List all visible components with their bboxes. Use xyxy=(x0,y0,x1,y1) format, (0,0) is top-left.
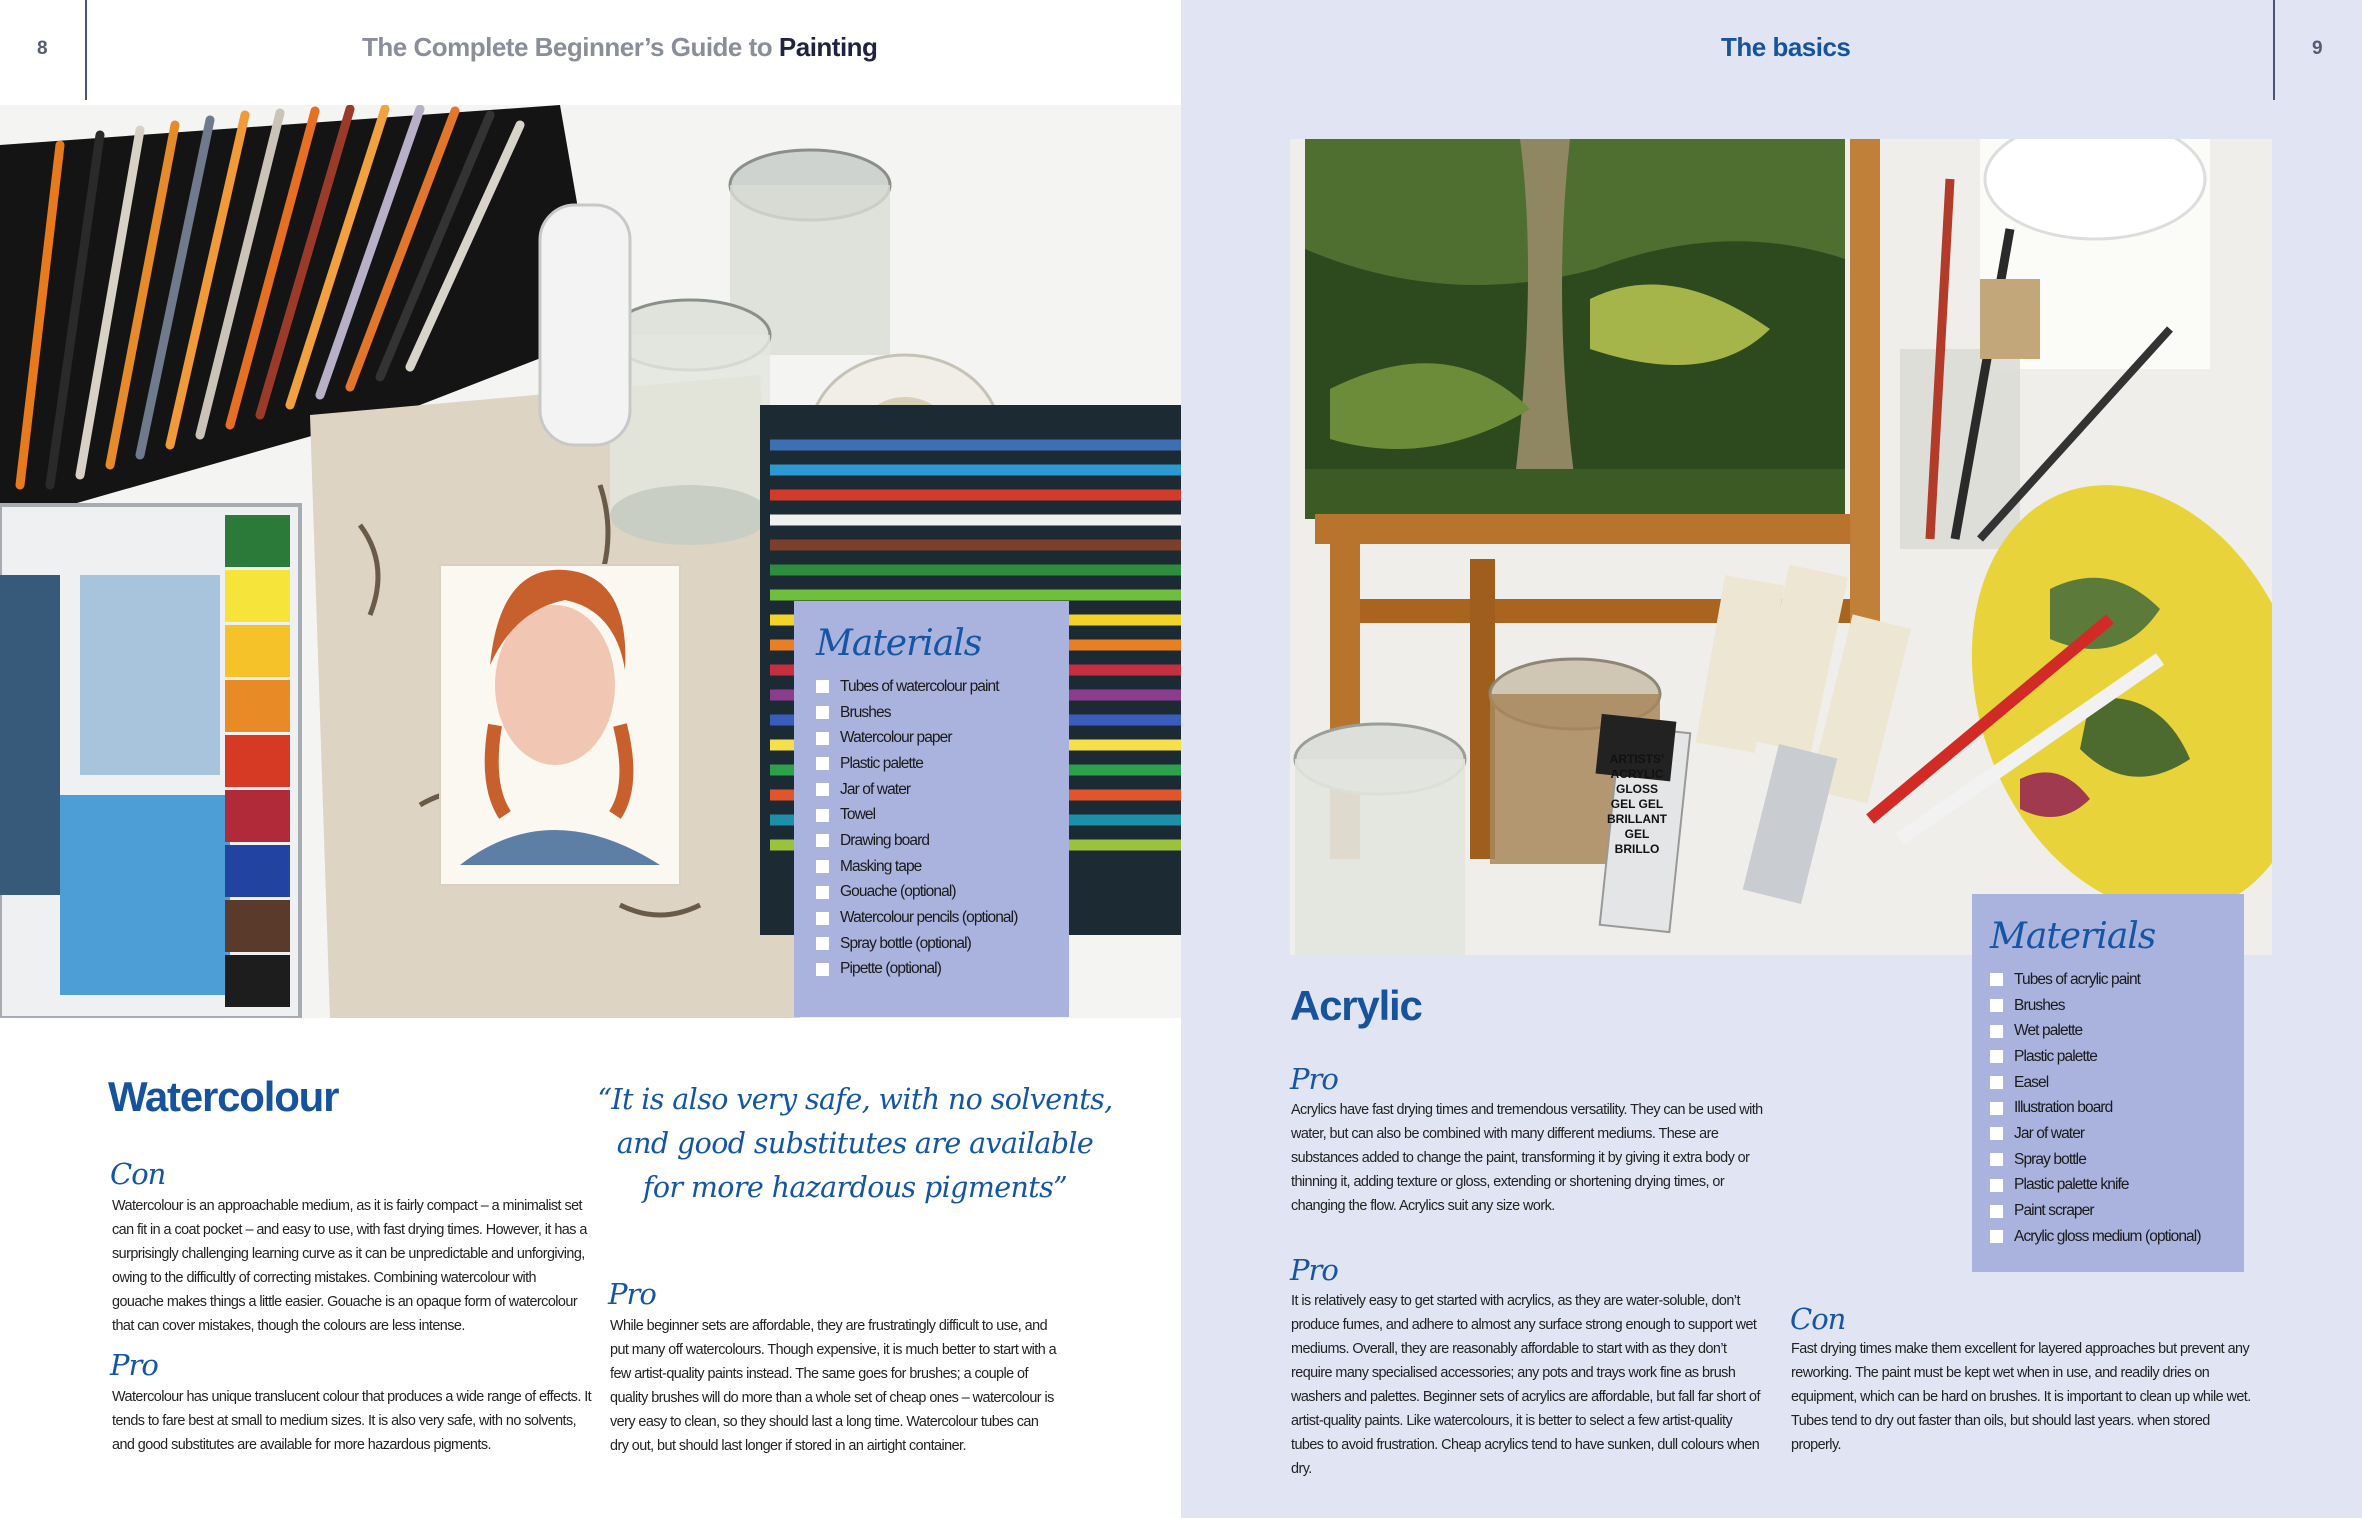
watercolour-con-heading: Con xyxy=(110,1157,166,1191)
page-number-right: 9 xyxy=(2312,38,2323,59)
materials-list-item xyxy=(816,905,1069,931)
checkbox-icon[interactable] xyxy=(816,706,829,719)
materials-item-label: Watercolour paper xyxy=(840,729,952,747)
watercolour-heading: Watercolour xyxy=(108,1073,339,1120)
materials-item-label: Brushes xyxy=(2014,996,2065,1014)
checkbox-icon[interactable] xyxy=(816,757,829,770)
checkbox-icon[interactable] xyxy=(816,732,829,745)
checkbox-icon[interactable] xyxy=(816,783,829,796)
materials-list-item xyxy=(1990,1121,2244,1147)
checkbox-icon[interactable] xyxy=(1990,1076,2003,1089)
header-rule-right xyxy=(2273,0,2275,100)
watercolour-materials-list xyxy=(816,674,1069,982)
checkbox-icon[interactable] xyxy=(1990,1205,2003,1218)
watercolour-materials-title: Materials xyxy=(816,623,982,664)
materials-item-label: Spray bottle xyxy=(2014,1150,2086,1168)
checkbox-icon[interactable] xyxy=(816,937,829,950)
materials-item-label: Paint scraper xyxy=(2014,1202,2094,1220)
materials-list-item xyxy=(1990,1198,2244,1224)
acrylic-pro-text: Acrylics have fast drying times and tremendous versatility. They can be used with water, but can also be combined with many different mediums. These are substances added to change the paint, transforming it by giving it extra body or thinning it, adding texture or gloss, extending or shortening drying times, or changing the flow. Acrylics suit any size work. xyxy=(1291,1102,1763,1214)
materials-list-item xyxy=(1990,1173,2244,1199)
checkbox-icon[interactable] xyxy=(1990,1179,2003,1192)
watercolour-pro-text: Watercolour has unique translucent colour that produces a wide range of effects. It tends to fare best at small to medium sizes. It is also very safe, with no solvents, and good substitutes are available for more hazardous pigments. xyxy=(112,1389,592,1453)
materials-item-label: Watercolour pencils (optional) xyxy=(840,909,1018,927)
acrylic-heading: Acrylic xyxy=(1290,982,1422,1029)
materials-list-item xyxy=(1990,1070,2244,1096)
materials-list-item xyxy=(816,674,1069,700)
materials-list-item xyxy=(816,777,1069,803)
gel-tube-label: ARTISTS’ ACRYLIC GLOSS GEL GEL BRILLANT GEL BRILLO xyxy=(1607,752,1667,856)
materials-item-label: Gouache (optional) xyxy=(840,883,956,901)
header-rule-left xyxy=(85,0,87,100)
checkbox-icon[interactable] xyxy=(816,834,829,847)
materials-list-item xyxy=(1990,1095,2244,1121)
running-head-right: The basics xyxy=(1721,32,1851,62)
materials-item-label: Plastic palette xyxy=(840,754,923,772)
checkbox-icon[interactable] xyxy=(816,912,829,925)
materials-list-item xyxy=(816,700,1069,726)
checkbox-icon[interactable] xyxy=(816,860,829,873)
watercolour-con-text: Watercolour is an approachable medium, as it is fairly compact – a minimalist set can fit in a coat pocket – and easy to use, with fast drying times. However, it has a surprisingly challenging learning curve as it can be unpredictable and unforgiving, owing to the difficultly of correcting mistakes. Combining watercolour with gouache makes things a little easier. Gouache is an opaque form of watercolour that can cover mistakes, though the colours are less intense. xyxy=(112,1198,587,1334)
checkbox-icon[interactable] xyxy=(1990,1230,2003,1243)
acrylic-con-text: Fast drying times make them excellent for layered approaches but prevent any reworking. The paint must be kept wet when in use, and readily dries on equipment, which can be hard on brushes. It is important to clean up while wet. Tubes tend to dry out faster than oils, but should last years. when stored properly. xyxy=(1791,1341,2251,1453)
materials-list-item xyxy=(816,957,1069,983)
checkbox-icon[interactable] xyxy=(1990,1127,2003,1140)
materials-list-item xyxy=(816,802,1069,828)
materials-list-item xyxy=(1990,1018,2244,1044)
materials-item-label: Easel xyxy=(2014,1073,2049,1091)
materials-item-label: Spray bottle (optional) xyxy=(840,934,971,952)
checkbox-icon[interactable] xyxy=(816,809,829,822)
materials-item-label: Masking tape xyxy=(840,857,922,875)
checkbox-icon[interactable] xyxy=(1990,1025,2003,1038)
acrylic-pro-heading: Pro xyxy=(1290,1062,1338,1096)
checkbox-icon[interactable] xyxy=(1990,1102,2003,1115)
materials-item-label: Brushes xyxy=(840,703,891,721)
acrylic-materials-list xyxy=(1990,967,2244,1250)
materials-list-item xyxy=(1990,967,2244,993)
watercolour-materials-box xyxy=(794,601,1069,1017)
watercolour-pro2-text: While beginner sets are affordable, they are frustratingly difficult to use, and put many off watercolours. Though expensive, it is much better to start with a few artist-quality paints instead. The same goes for brushes; a couple of quality brushes will do more than a whole set of cheap ones – watercolour is very easy to clean, so they should last a long time. Watercolour tubes can dry out, but should last longer if stored in an airtight container. xyxy=(610,1318,1057,1454)
materials-item-label: Tubes of watercolour paint xyxy=(840,677,999,695)
materials-item-label: Drawing board xyxy=(840,831,930,849)
materials-item-label: Plastic palette xyxy=(2014,1047,2097,1065)
checkbox-icon[interactable] xyxy=(816,886,829,899)
materials-list-item xyxy=(816,931,1069,957)
right-page xyxy=(1181,0,2362,1518)
checkbox-icon[interactable] xyxy=(1990,973,2003,986)
materials-list-item xyxy=(816,854,1069,880)
materials-item-label: Wet palette xyxy=(2014,1022,2083,1040)
checkbox-icon[interactable] xyxy=(1990,999,2003,1012)
acrylic-pro2-text: It is relatively easy to get started with acrylics, as they are water-soluble, don’t produce fumes, and adhere to almost any surface strong enough to support wet mediums. Overall, they are reasonably affordable to start with as they don’t require many specialised accessories; any pots and trays work fine as brush washers and palettes. Beginner sets of acrylics are affordable, but fall far short of artist-quality paints. Like watercolours, it is better to select a few artist-quality tubes to avoid frustration. Cheap acrylics tend to have sunken, dull colours when dry. xyxy=(1291,1293,1760,1477)
materials-item-label: Acrylic gloss medium (optional) xyxy=(2014,1227,2201,1245)
page-number-left: 8 xyxy=(37,38,48,59)
materials-list-item xyxy=(816,751,1069,777)
pull-quote: “It is also very safe, with no solvents, and good substitutes are available for more hazardous pigments” xyxy=(597,1083,1113,1204)
checkbox-icon[interactable] xyxy=(1990,1153,2003,1166)
acrylic-materials-title: Materials xyxy=(1990,916,2156,957)
checkbox-icon[interactable] xyxy=(1990,1050,2003,1063)
watercolour-pro2-heading: Pro xyxy=(608,1277,656,1311)
running-head-book-title-emphasis: Painting xyxy=(778,32,878,62)
materials-list-item xyxy=(1990,1224,2244,1250)
materials-list-item xyxy=(1990,1044,2244,1070)
materials-list-item xyxy=(1990,993,2244,1019)
acrylic-supplies-photo xyxy=(1290,139,2272,955)
checkbox-icon[interactable] xyxy=(816,680,829,693)
materials-item-label: Pipette (optional) xyxy=(840,960,941,978)
acrylic-materials-box xyxy=(1972,894,2244,1272)
materials-list-item xyxy=(816,880,1069,906)
materials-list-item xyxy=(1990,1147,2244,1173)
materials-item-label: Plastic palette knife xyxy=(2014,1176,2129,1194)
materials-item-label: Jar of water xyxy=(840,780,911,798)
watercolour-pro-heading: Pro xyxy=(110,1348,158,1382)
acrylic-con-heading: Con xyxy=(1790,1302,1846,1336)
materials-list-item xyxy=(816,725,1069,751)
materials-item-label: Jar of water xyxy=(2014,1124,2085,1142)
materials-item-label: Illustration board xyxy=(2014,1099,2113,1117)
running-head-left xyxy=(362,32,877,63)
materials-list-item xyxy=(816,828,1069,854)
checkbox-icon[interactable] xyxy=(816,963,829,976)
materials-item-label: Tubes of acrylic paint xyxy=(2014,970,2141,988)
acrylic-pro2-heading: Pro xyxy=(1290,1253,1338,1287)
running-head-book-title: The Complete Beginner’s Guide to xyxy=(362,32,779,62)
materials-item-label: Towel xyxy=(840,806,876,824)
